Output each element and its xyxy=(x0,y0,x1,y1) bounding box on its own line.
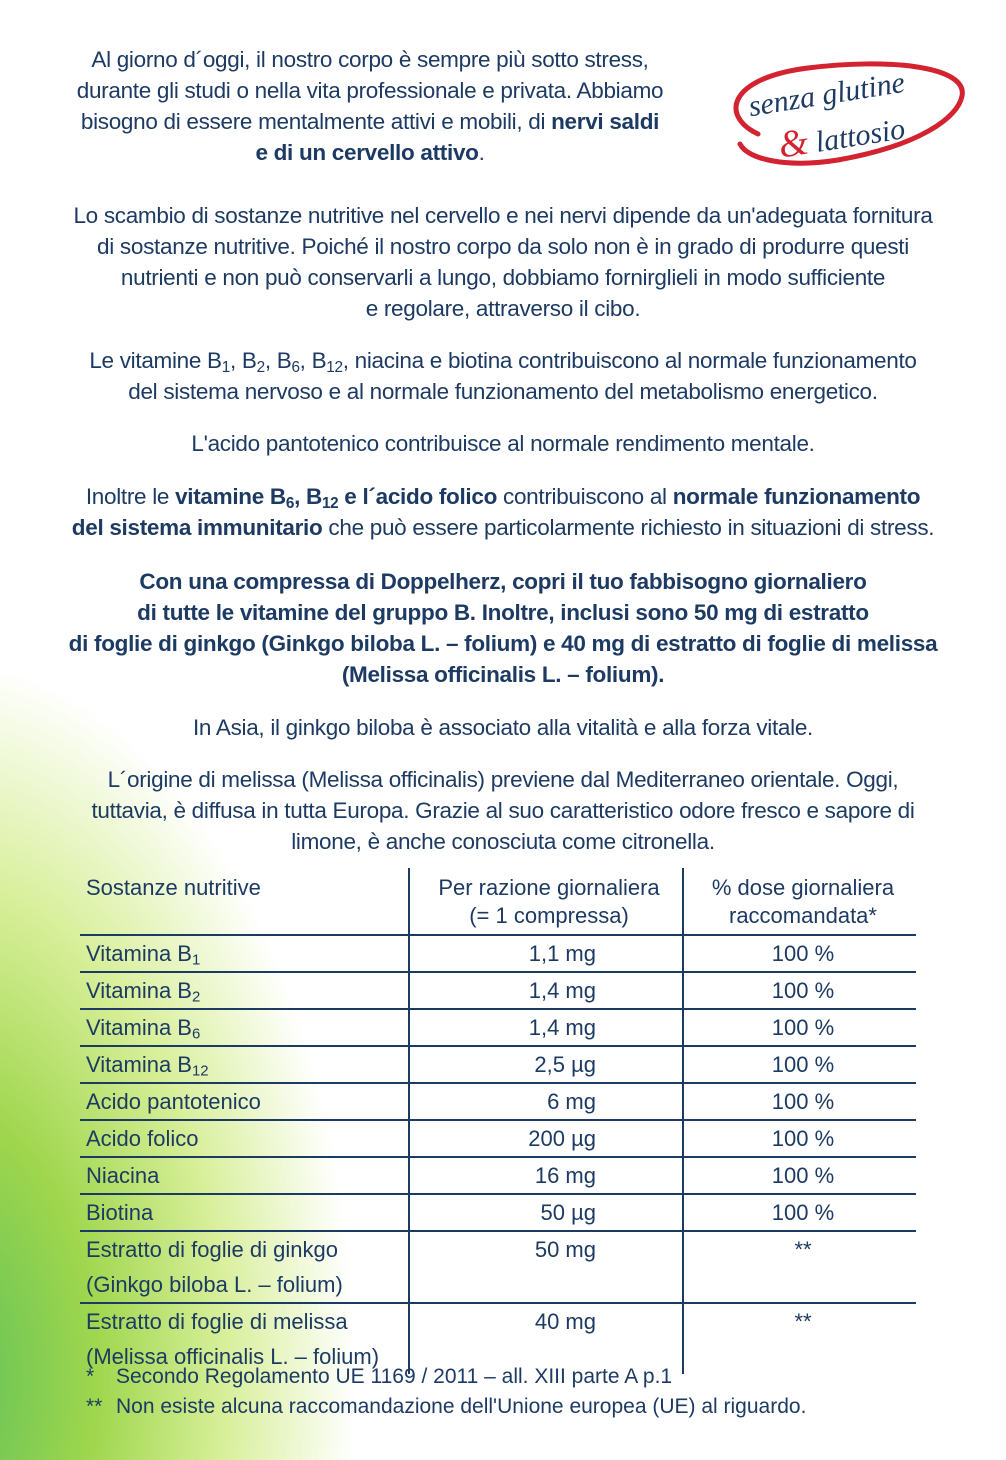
footnote-text-2: Non esiste alcuna raccomandazione dell'Unione europea (UE) al riguardo. xyxy=(116,1395,807,1418)
intro-period: . xyxy=(478,140,485,165)
nutrient-percent: 100 % xyxy=(683,972,916,1009)
nutrient-amount xyxy=(409,1120,683,1157)
nutrient-name xyxy=(80,1231,409,1303)
nutrient-percent: 100 % xyxy=(683,1194,916,1231)
p3-text-b: , B xyxy=(229,348,257,373)
nutrient-name-text: Vitamina B xyxy=(86,978,192,1003)
vitamins-paragraph xyxy=(20,345,986,407)
p8-line-1: L´origine di melissa (Melissa officinalis) previene dal Mediterraneo orientale. Oggi, xyxy=(107,767,899,792)
immune-paragraph xyxy=(20,481,986,543)
header-daily-amount xyxy=(409,868,683,935)
p3-text-a: Le vitamine B xyxy=(89,348,222,373)
nutrient-amount-text: 1,1 mg xyxy=(528,941,596,966)
header-percent-line-2: raccomandata* xyxy=(729,903,877,928)
nutrient-amount xyxy=(409,1194,683,1231)
table-row xyxy=(80,972,916,1009)
p2-line-3: nutrienti e non può conservarli a lungo, dobbiamo fornirglieli in modo sufficiente xyxy=(120,265,886,290)
footnote-marker-2: ** xyxy=(86,1395,103,1418)
nutrient-percent: 100 % xyxy=(683,1009,916,1046)
p3-text-c: , B xyxy=(264,348,292,373)
badge-line-1: senza glutine xyxy=(746,65,908,124)
nutrient-amount xyxy=(409,935,683,972)
nutrient-name-text: Estratto di foglie di ginkgo xyxy=(86,1237,338,1262)
nutrient-exchange-paragraph xyxy=(20,200,986,324)
p6-line-2: di tutte le vitamine del gruppo B. Inoltre, inclusi sono 50 mg di estratto xyxy=(137,600,869,625)
nutrient-amount xyxy=(409,1046,683,1083)
p2-line-1: Lo scambio di sostanze nutritive nel cervello e nei nervi dipende da un'adeguata fornitura xyxy=(73,203,933,228)
p8-line-2: tuttavia, è diffusa in tutta Europa. Grazie al suo caratteristico odore fresco e sapore di xyxy=(91,798,915,823)
nutrient-percent: ** xyxy=(683,1303,916,1374)
table-row xyxy=(80,935,916,972)
nutrient-percent: 100 % xyxy=(683,1046,916,1083)
intro-line-1: Al giorno d´oggi, il nostro corpo è sempre più sotto stress, xyxy=(91,47,649,72)
nutrient-amount xyxy=(409,1009,683,1046)
header-percent-line-1: % dose giornaliera xyxy=(711,875,895,900)
table-row xyxy=(80,1157,916,1194)
header-daily-amount-line-1: Per razione giornaliera xyxy=(438,875,660,900)
table-header-row xyxy=(80,868,916,935)
p3-line-2: del sistema nervoso e al normale funzionamento del metabolismo energetico. xyxy=(128,379,878,404)
nutrient-name xyxy=(80,935,409,972)
badge-line-2-text: lattosio xyxy=(813,112,908,159)
p3-sub-1: 1 xyxy=(221,358,230,376)
p2-line-4: e regolare, attraverso il cibo. xyxy=(365,296,641,321)
table-row xyxy=(80,1120,916,1157)
p5-bold-1: vitamine B xyxy=(175,484,286,509)
p3-text-d: , B xyxy=(299,348,327,373)
nutrient-name-text: Vitamina B xyxy=(86,1052,192,1077)
nutrient-name-text: Vitamina B xyxy=(86,1015,192,1040)
nutrition-table xyxy=(80,868,916,1374)
nutrient-subscript: 6 xyxy=(191,1025,201,1043)
intro-line-2: durante gli studi o nella vita professionale e privata. Abbiamo xyxy=(76,78,664,103)
nutrient-amount-text: 6 mg xyxy=(547,1089,596,1114)
table-row xyxy=(80,1194,916,1231)
p6-line-3: di foglie di ginkgo (Ginkgo biloba L. – folium) e 40 mg di estratto di foglie di melissa xyxy=(68,631,938,656)
p6-line-4: (Melissa officinalis L. – folium). xyxy=(341,662,665,687)
p6-line-1: Con una compressa di Doppelherz, copri il tuo fabbisogno giornaliero xyxy=(139,569,867,594)
nutrient-name: Biotina xyxy=(80,1194,409,1231)
nutrient-name xyxy=(80,972,409,1009)
nutrient-amount-text: 200 µg xyxy=(528,1126,596,1151)
nutrient-name xyxy=(80,1046,409,1083)
nutrient-latin-name: (Melissa officinalis L. – folium) xyxy=(86,1344,380,1369)
nutrient-amount-text: 1,4 mg xyxy=(528,1015,596,1040)
p3-sub-2: 2 xyxy=(256,358,265,376)
nutrient-amount xyxy=(409,1083,683,1120)
nutrient-amount-text: 16 mg xyxy=(534,1163,596,1188)
nutrient-name: Acido pantotenico xyxy=(80,1083,409,1120)
p5-text-f: che può essere particolarmente richiesto in situazioni di stress. xyxy=(322,515,935,540)
intro-paragraph xyxy=(30,44,710,168)
nutrient-amount-text: 50 mg xyxy=(534,1237,596,1262)
footnote-2 xyxy=(86,1392,806,1422)
table-row xyxy=(80,1231,916,1303)
footnote-marker-1: * xyxy=(86,1365,95,1388)
intro-line-3: bisogno di essere mentalmente attivi e mobili, di xyxy=(80,109,552,134)
table-row xyxy=(80,1046,916,1083)
p5-bold-3: e l´acido folico xyxy=(338,484,498,509)
nutrient-subscript: 2 xyxy=(191,988,201,1006)
intro-bold-1: nervi saldi xyxy=(551,109,660,134)
header-daily-amount-line-2: (= 1 compressa) xyxy=(469,903,629,928)
ginkgo-paragraph: In Asia, il ginkgo biloba è associato alla vitalità e alla forza vitale. xyxy=(192,715,813,740)
nutrient-latin-name: (Ginkgo biloba L. – folium) xyxy=(86,1272,343,1297)
nutrient-percent: ** xyxy=(683,1231,916,1303)
nutrient-name-text: Estratto di foglie di melissa xyxy=(86,1309,348,1334)
intro-bold-2: e di un cervello attivo xyxy=(255,140,479,165)
nutrient-subscript: 12 xyxy=(191,1062,209,1080)
p5-sub-2: 12 xyxy=(321,494,339,512)
nutrient-percent: 100 % xyxy=(683,1120,916,1157)
nutrient-amount-text: 2,5 µg xyxy=(534,1052,596,1077)
header-nutrients: Sostanze nutritive xyxy=(80,868,409,935)
p2-line-2: di sostanze nutritive. Poiché il nostro corpo da solo non è in grado di produrre questi xyxy=(97,234,909,259)
p5-text-a: Inoltre le xyxy=(85,484,176,509)
p5-text-c: contribuiscono al xyxy=(497,484,673,509)
p3-sub-3: 6 xyxy=(291,358,300,376)
nutrient-amount xyxy=(409,1231,683,1303)
nutrient-name: Niacina xyxy=(80,1157,409,1194)
nutrient-name xyxy=(80,1009,409,1046)
table-row xyxy=(80,1009,916,1046)
nutrient-subscript: 1 xyxy=(191,951,201,969)
p8-line-3: limone, è anche conosciuta come citronella. xyxy=(291,829,715,854)
badge-ampersand: & xyxy=(775,120,812,167)
p5-bold-2: , B xyxy=(294,484,322,509)
p5-bold-5: del sistema immunitario xyxy=(71,515,323,540)
header-percent-rda xyxy=(683,868,916,935)
nutrient-amount xyxy=(409,972,683,1009)
footnote-text-1: Secondo Regolamento UE 1169 / 2011 – all. XIII parte A p.1 xyxy=(116,1365,673,1388)
nutrient-name: Acido folico xyxy=(80,1120,409,1157)
doppelherz-paragraph xyxy=(20,566,986,690)
footnote-1 xyxy=(86,1362,672,1392)
p3-text-e: , niacina e biotina contribuiscono al normale funzionamento xyxy=(342,348,917,373)
nutrient-amount xyxy=(409,1157,683,1194)
pantothenic-paragraph: L'acido pantotenico contribuisce al normale rendimento mentale. xyxy=(191,431,815,456)
p3-sub-4: 12 xyxy=(326,358,343,376)
nutrient-percent: 100 % xyxy=(683,1157,916,1194)
nutrient-percent: 100 % xyxy=(683,1083,916,1120)
p5-sub-1: 6 xyxy=(285,494,295,512)
gluten-lactose-free-badge xyxy=(718,56,970,174)
nutrient-percent: 100 % xyxy=(683,935,916,972)
nutrient-amount-text: 1,4 mg xyxy=(528,978,596,1003)
melissa-paragraph xyxy=(20,764,986,857)
nutrient-name-text: Vitamina B xyxy=(86,941,192,966)
nutrient-amount-text: 50 µg xyxy=(540,1200,596,1225)
p5-bold-4: normale funzionamento xyxy=(672,484,921,509)
table-row xyxy=(80,1083,916,1120)
nutrient-amount-text: 40 mg xyxy=(534,1309,596,1334)
